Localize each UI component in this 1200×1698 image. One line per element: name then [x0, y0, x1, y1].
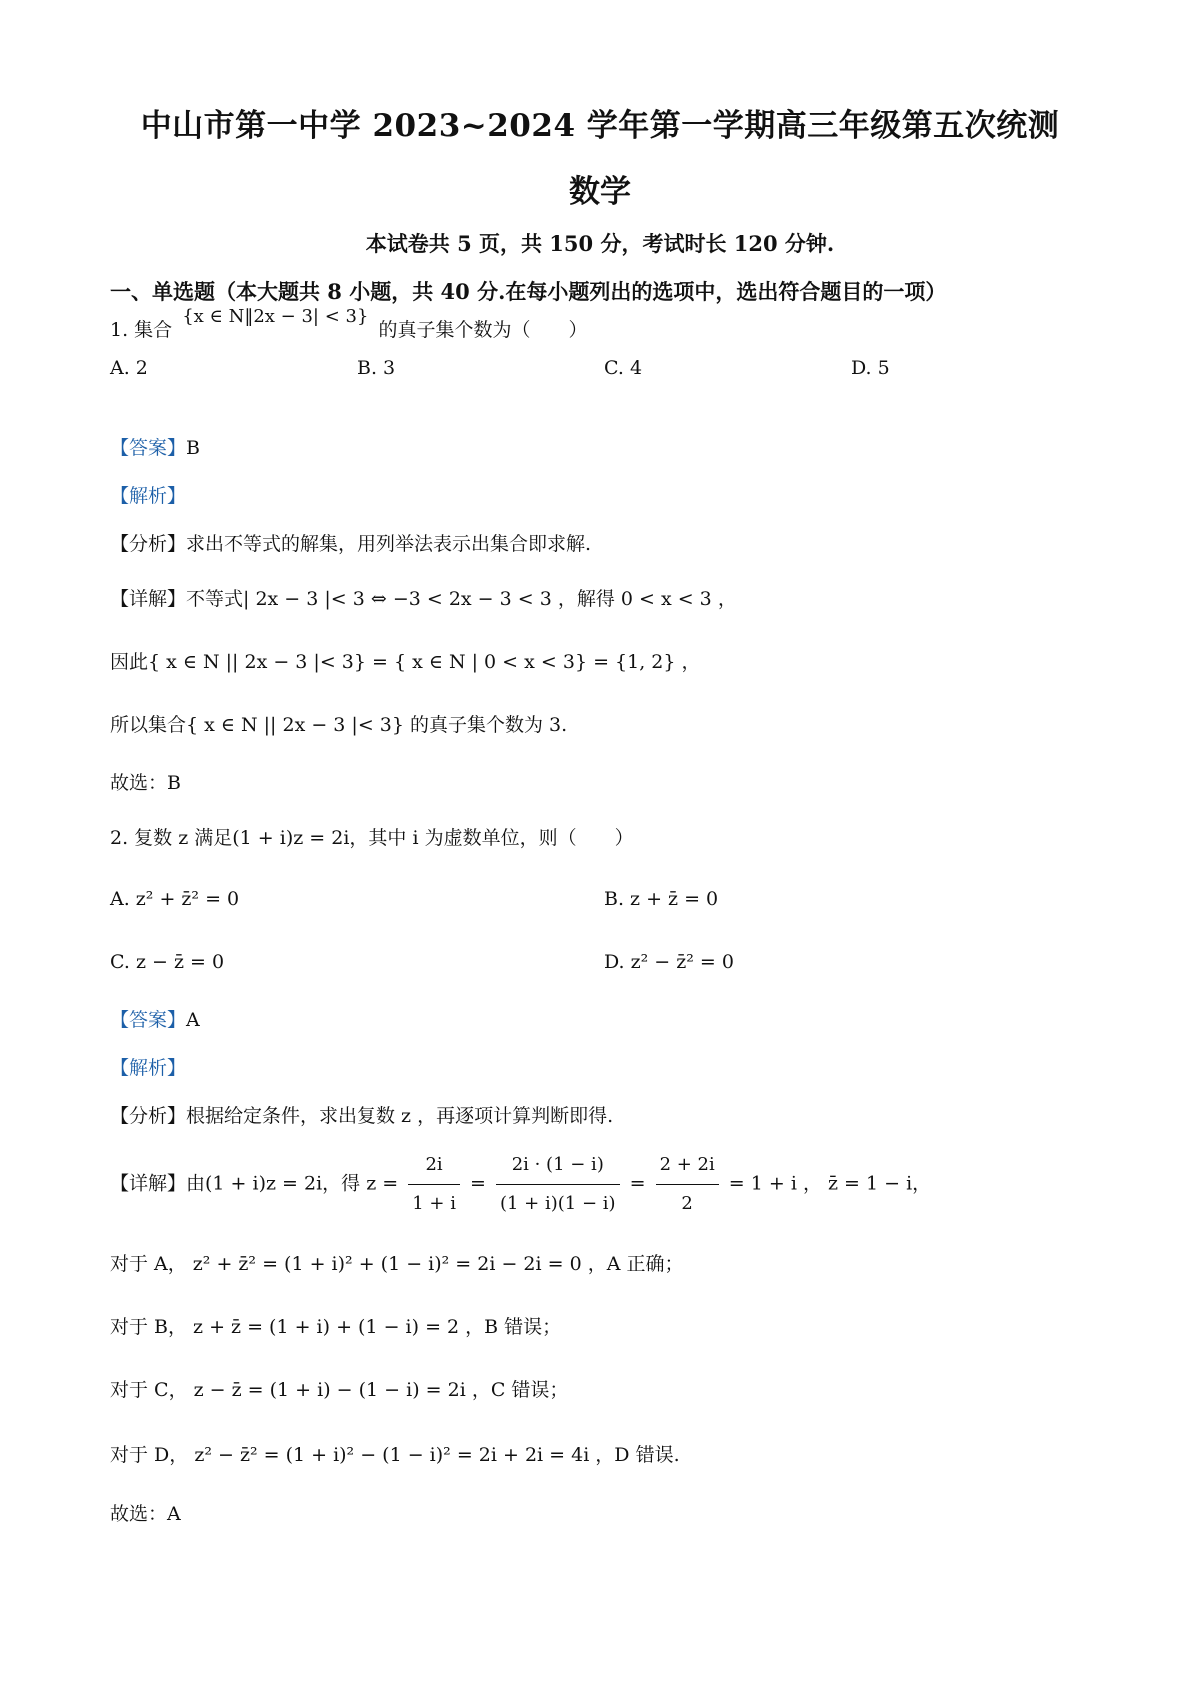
q2-answer-label: 【答案】 [110, 1009, 187, 1031]
q2-check-c: 对于 C， z − z̄ = (1 + i) − (1 − i) = 2i ，C 错误； [110, 1379, 569, 1401]
q2-answer [110, 1006, 200, 1034]
q2-fraction-1 [408, 1148, 460, 1221]
q2-xiangjie [110, 1148, 931, 1221]
q2-fenxi: 【分析】根据给定条件，求出复数 z ，再逐项计算判断即得. [110, 1105, 614, 1127]
q2-analysis-label: 【解析】 [110, 1057, 187, 1079]
q1-set-expression: {x ∈ N‖2x − 3| < 3} [182, 306, 369, 327]
q2-fraction-1-num: 2i [408, 1148, 460, 1185]
q2-option-c: C. z − z̄ = 0 [110, 951, 225, 973]
q2-equals-1: = [470, 1172, 486, 1195]
q2-xiangjie-prefix: 【详解】由(1 + i)z = 2i，得 z = [110, 1172, 399, 1195]
q2-fraction-3-den: 2 [681, 1193, 693, 1214]
q2-fraction-3 [656, 1148, 719, 1221]
q1-option-a: A. 2 [110, 357, 148, 379]
q2-option-a: A. z² + z̄² = 0 [110, 888, 240, 910]
q1-answer-label: 【答案】 [110, 437, 187, 459]
q2-fraction-2-num: 2i · (1 − i) [496, 1148, 620, 1185]
q2-fraction-3-num: 2 + 2i [656, 1148, 719, 1185]
q1-xiangjie: 【详解】不等式| 2x − 3 |< 3 ⇔ −3 < 2x − 3 < 3 ，解得 0 < x < 3 ， [110, 588, 737, 610]
q2-equals-2: = [629, 1172, 646, 1195]
q1-stem [110, 306, 588, 345]
q2-fraction-2-den: (1 + i)(1 − i) [499, 1193, 616, 1214]
q2-xiangjie-suffix: = 1 + i ， z̄ = 1 − i， [728, 1172, 932, 1195]
q1-option-b: B. 3 [357, 357, 396, 379]
q1-option-d: D. 5 [851, 357, 890, 379]
subject-title: 数学 [569, 174, 631, 210]
exam-title: 中山市第一中学 2023~2024 学年第一学期高三年级第五次统测 [140, 108, 1060, 144]
q1-answer-value: B [186, 437, 200, 459]
q2-check-d: 对于 D， z² − z̄² = (1 + i)² − (1 − i)² = 2i + 2i = 4i ，D 错误. [110, 1444, 680, 1466]
q1-answer [110, 434, 200, 462]
q1-fenxi: 【分析】求出不等式的解集，用列举法表示出集合即求解. [110, 533, 592, 555]
q2-check-b: 对于 B， z + z̄ = (1 + i) + (1 − i) = 2 ，B 错误； [110, 1316, 562, 1338]
q2-final-choice: 故选：A [110, 1503, 181, 1525]
q2-check-a: 对于 A， z² + z̄² = (1 + i)² + (1 − i)² = 2i − 2i = 0 ，A 正确； [110, 1253, 684, 1275]
q1-solution-line-2: 因此{ x ∈ N || 2x − 3 |< 3} = { x ∈ N | 0 < x < 3} = {1, 2} ， [110, 651, 701, 673]
q1-solution-line-3: 所以集合{ x ∈ N || 2x − 3 |< 3} 的真子集个数为 3. [110, 714, 568, 736]
q1-analysis-label: 【解析】 [110, 485, 187, 507]
q2-option-b: B. z + z̄ = 0 [604, 888, 719, 910]
q2-stem: 2. 复数 z 满足(1 + i)z = 2i，其中 i 为虚数单位，则（ ） [110, 827, 634, 849]
q1-stem-suffix: 的真子集个数为（ ） [378, 319, 588, 341]
q2-fraction-2 [496, 1148, 620, 1221]
q1-option-c: C. 4 [604, 357, 643, 379]
q2-fraction-1-den: 1 + i [412, 1193, 456, 1214]
exam-note: 本试卷共 5 页，共 150 分，考试时长 120 分钟. [365, 231, 835, 256]
q1-final-choice: 故选：B [110, 772, 181, 794]
q1-stem-prefix: 1. 集合 [110, 319, 173, 341]
q2-answer-value: A [186, 1009, 200, 1031]
section-heading: 一、单选题（本大题共 8 小题，共 40 分.在每小题列出的选项中，选出符合题目的一项） [110, 279, 947, 304]
q2-option-d: D. z² − z̄² = 0 [604, 951, 734, 973]
